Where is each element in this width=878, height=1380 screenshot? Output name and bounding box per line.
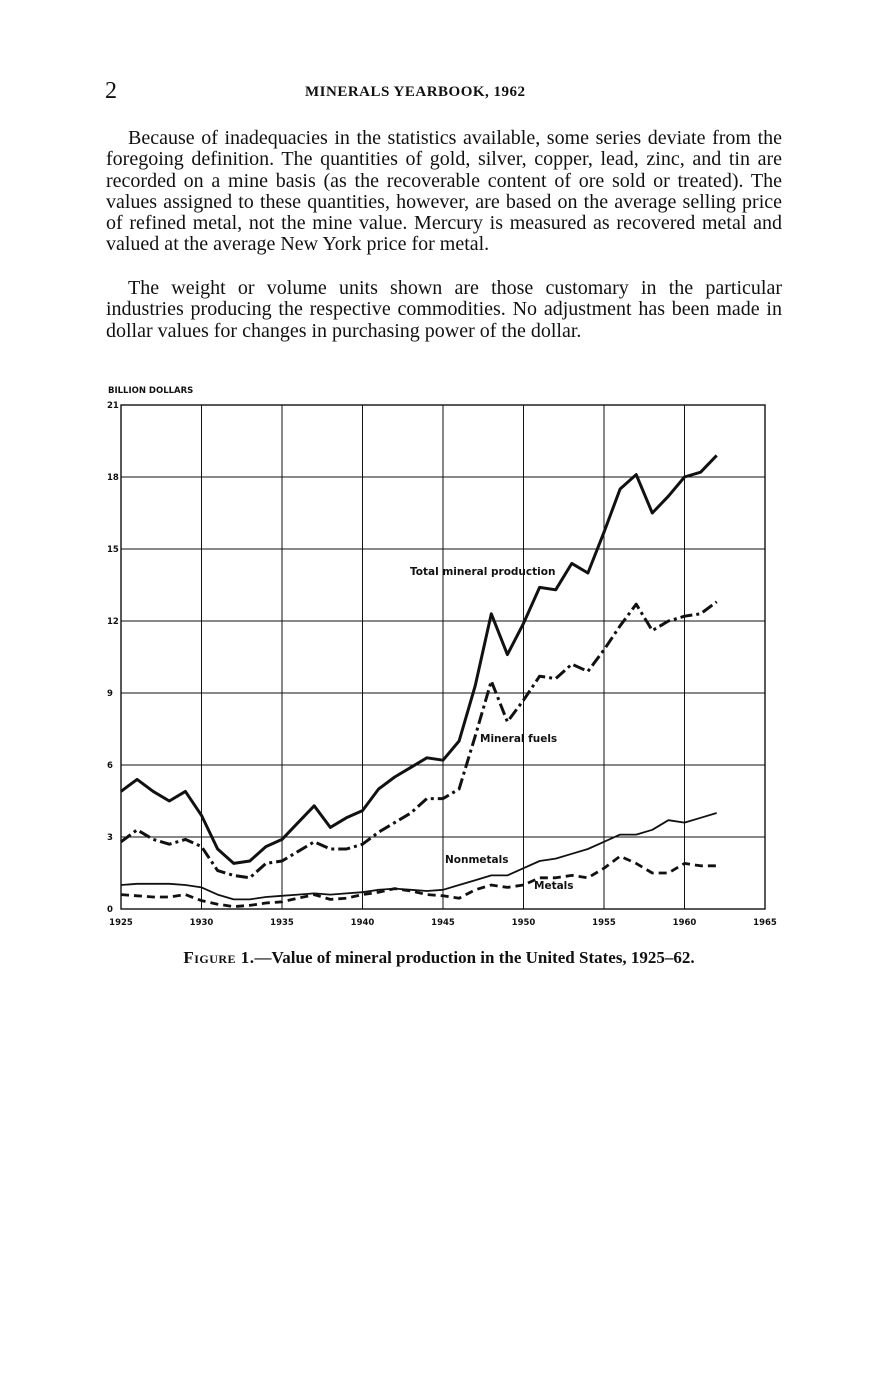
- y-tick-label: 21: [107, 401, 119, 411]
- y-axis-label: BILLION DOLLARS: [108, 386, 194, 396]
- figure-caption: [0, 948, 878, 968]
- x-tick-label: 1940: [350, 918, 375, 928]
- series-annotation: Mineral fuels: [480, 733, 558, 745]
- figure-caption-label: Figure 1.: [183, 948, 255, 967]
- series-line-nonmetals: [121, 813, 717, 899]
- series-annotation: Total mineral production: [410, 566, 556, 578]
- y-tick-label: 0: [107, 905, 113, 915]
- x-tick-label: 1930: [189, 918, 214, 928]
- chart-series: [121, 455, 717, 906]
- mineral-production-chart: [100, 380, 780, 935]
- figure-caption-text: —Value of mineral production in the United States, 1925–62.: [254, 948, 695, 967]
- y-tick-label: 3: [107, 833, 113, 843]
- chart-grid: [121, 405, 765, 909]
- y-tick-label: 9: [107, 689, 113, 699]
- x-tick-label: 1965: [753, 918, 777, 928]
- x-tick-label: 1935: [270, 918, 294, 928]
- page-number: 2: [105, 78, 117, 104]
- paragraph-1: Because of inadequacies in the statistics available, some series deviate from the foregoing definition. The quantities of gold, silver, copper, lead, zinc, and tin are recorded on a mine basis (as the recoverable content of ore sold or treated). The values assigned to these quantities, however, are based on the average selling price of refined metal, not the mine value. Mercury is measured as recovered metal and valued at the average New York price for metal.: [106, 127, 782, 256]
- paragraph-2: The weight or volume units shown are those customary in the particular industries producing the respective commodities. No adjustment has been made in dollar values for changes in purchasing power of the dollar.: [106, 277, 782, 342]
- x-tick-label: 1955: [592, 918, 616, 928]
- series-annotation: Nonmetals: [445, 854, 509, 866]
- y-tick-label: 18: [107, 473, 119, 483]
- x-tick-label: 1960: [672, 918, 697, 928]
- y-tick-label: 12: [107, 617, 119, 627]
- y-tick-label: 6: [107, 761, 113, 771]
- x-tick-label: 1950: [511, 918, 536, 928]
- x-tick-label: 1945: [431, 918, 455, 928]
- series-annotation: Metals: [534, 880, 574, 892]
- series-line-metals: [121, 856, 717, 906]
- x-tick-label: 1925: [109, 918, 133, 928]
- axis-ticks: [107, 401, 777, 928]
- series-line-total-mineral-production: [121, 455, 717, 863]
- y-tick-label: 15: [107, 545, 119, 555]
- running-head: MINERALS YEARBOOK, 1962: [305, 84, 526, 100]
